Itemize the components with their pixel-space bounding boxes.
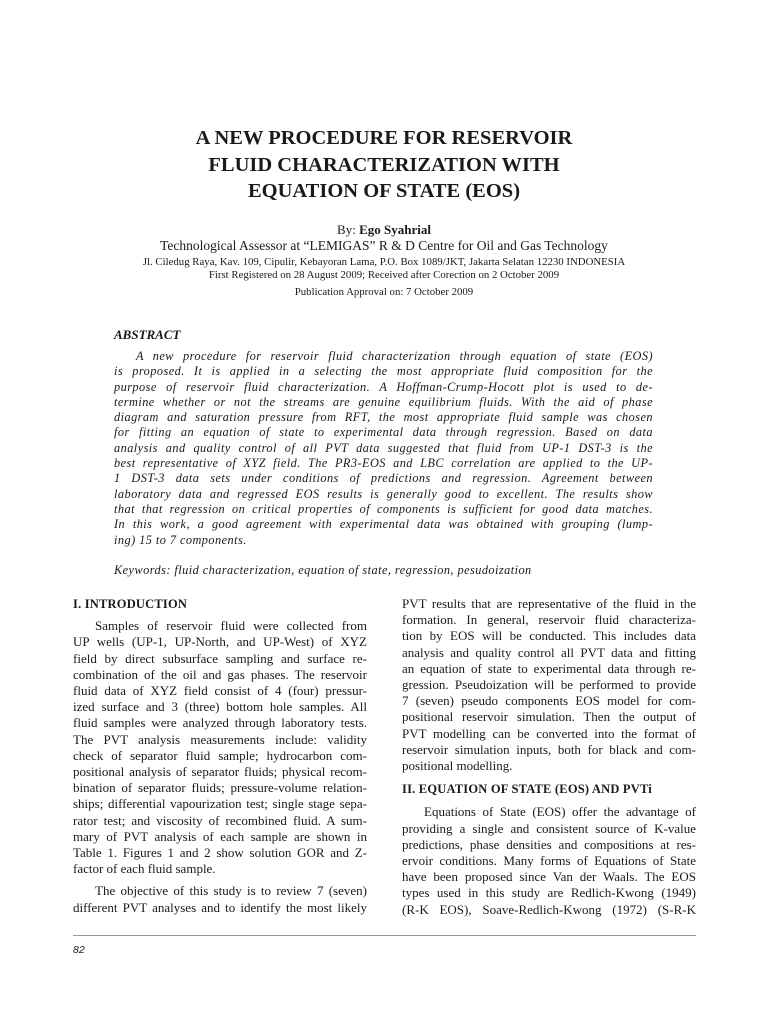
- text-line: Table 1. Figures 1 and 2 show solution GOR and Z-: [73, 845, 367, 861]
- text-line: Samples of reservoir fluid were collected from: [95, 618, 367, 634]
- text-line: reservoir simulation inputs, both for black and com-: [402, 741, 696, 757]
- text-line: PVT modelling can be converted into the format of: [402, 725, 696, 741]
- abstract-line: purpose of reservoir fluid characterization. A Hoffman-Crump-Hocott plot is used to de-: [114, 379, 653, 394]
- registration-dates: First Registered on 28 August 2009; Received after Corection on 2 October 2009: [208, 269, 560, 281]
- abstract-line: analysis and quality control of all PVT data suggested that fluid from UP-1 DST-3 is the: [114, 440, 653, 455]
- text-line: fluid samples were analyzed through laboratory tests.: [73, 715, 367, 731]
- text-line: ervoir conditions. Many forms of Equations of State: [402, 853, 696, 869]
- title-line: FLUID CHARACTERIZATION WITH: [208, 153, 560, 176]
- title-line: A NEW PROCEDURE FOR RESERVOIR: [195, 127, 573, 149]
- abstract-line: laboratory data and regressed EOS results is generally good to excellent. The results show: [114, 486, 653, 501]
- text-line: PVT results that are representative of the fluid in the: [402, 596, 696, 611]
- text-line: field by direct subsurface sampling and surface re-: [73, 650, 367, 666]
- text-line: have been proposed since Van der Waals. The EOS: [402, 869, 696, 885]
- keywords: Keywords: fluid characterization, equation of state, regression, pesudoization: [114, 563, 532, 577]
- abstract-body: [114, 349, 653, 548]
- text-line: positional modelling.: [402, 758, 513, 774]
- paper-title: [0, 125, 768, 205]
- abstract-line: is proposed. It is applied in a selecting the most appropriate fluid composition for the: [114, 364, 653, 379]
- text-line: positional reservoir simulation. Then the output of: [402, 709, 696, 725]
- text-line: different PVT analyses and to identify the most likely: [73, 899, 367, 915]
- text-line: gression. Pseudoization will be performed to provide: [402, 677, 696, 693]
- text-line: fluid data of XYZ field consist of 4 (four) pressur-: [73, 683, 367, 699]
- footer-rule: [73, 935, 696, 936]
- text-line: tion by EOS will be conducted. This includes data: [402, 628, 696, 644]
- author-name: Ego Syahrial: [359, 222, 431, 237]
- left-column: [73, 596, 367, 916]
- text-line: The PVT analysis measurements include: validity: [73, 731, 367, 747]
- abstract-line: ing) 15 to 7 components.: [114, 532, 247, 547]
- text-line: rator test; and viscosity of recombined fluid. A sum-: [73, 812, 367, 828]
- text-line: combination of the oil and gas phases. The reservoir: [73, 666, 367, 682]
- abstract-line: that that regression on critical properties of components is sufficient for good data matches.: [114, 501, 653, 516]
- text-line: providing a single and consistent source of K-value: [402, 820, 696, 836]
- title-line: EQUATION OF STATE (EOS): [247, 180, 521, 202]
- text-line: UP wells (UP-1, UP-North, and UP-West) of XYZ: [73, 634, 367, 650]
- abstract-line: 1 DST-3 data sets under conditions of predictions and regression. Agreement between: [114, 471, 653, 486]
- text-line: factor of each fluid sample.: [73, 861, 216, 877]
- right-column: [402, 596, 696, 918]
- page-number: 82: [73, 944, 85, 956]
- text-line: types used in this study are Redlich-Kwong (1949): [402, 885, 696, 901]
- text-line: mary of PVT analysis of each sample are shown in: [73, 828, 367, 844]
- text-line: Equations of State (EOS) offer the advantage of: [424, 804, 696, 820]
- byline: [0, 222, 768, 238]
- text-line: 7 (seven) pseudo components EOS model for com-: [402, 693, 696, 709]
- abstract-line: diagram and saturation pressure from RFT, the most appropriate fluid sample was chosen: [114, 410, 653, 425]
- text-line: check of separator fluid sample; hydrocarbon com-: [73, 747, 367, 763]
- section-heading-introduction: I. INTRODUCTION: [73, 597, 188, 611]
- abstract-line: for fitting an equation of state to experimental data through regression. Based on data: [114, 425, 653, 440]
- text-line: positional analysis of separator fluids; physical recom-: [73, 764, 367, 780]
- abstract-line: best representative of XYZ field. The PR3-EOS and LBC correlation are applied to the UP-: [114, 456, 653, 471]
- text-line: analysis and quality control all PVT data and fitting: [402, 644, 696, 660]
- publication-approval: Publication Approval on: 7 October 2009: [294, 286, 474, 298]
- text-line: ships; differential vapourization test; single stage sepa-: [73, 796, 367, 812]
- affiliation: Technological Assessor at “LEMIGAS” R & D Centre for Oil and Gas Technology: [160, 238, 608, 253]
- text-line: predictions, phase densities and compositions at res-: [402, 836, 696, 852]
- section-heading-eos: II. EQUATION OF STATE (EOS) AND PVTi: [402, 782, 652, 797]
- abstract-line: A new procedure for reservoir fluid characterization through equation of state (EOS): [136, 349, 653, 363]
- text-line: ized surface and 3 (three) bottom hole samples. All: [73, 699, 367, 715]
- text-line: an equation of state to experimental data through re-: [402, 660, 696, 676]
- address: Jl. Ciledug Raya, Kav. 109, Cipulir, Kebayoran Lama, P.O. Box 1089/JKT, Jakarta Selatan 12230 INDONESIA: [142, 256, 626, 268]
- byline-prefix: By:: [337, 222, 360, 237]
- abstract-line: termine whether or not the streams are genuine equilibrium fluids. With the aid of phase: [114, 394, 653, 409]
- text-line: formation. In general, reservoir fluid characteriza-: [402, 612, 696, 628]
- text-line: (R-K EOS), Soave-Redlich-Kwong (1972) (S-R-K: [402, 901, 696, 917]
- abstract-line: In this work, a good agreement with experimental data was obtained with grouping (lump-: [114, 517, 653, 532]
- text-line: The objective of this study is to review 7 (seven): [95, 883, 367, 899]
- abstract-heading: ABSTRACT: [114, 327, 181, 342]
- text-line: bination of separator fluids; pressure-volume relation-: [73, 780, 367, 796]
